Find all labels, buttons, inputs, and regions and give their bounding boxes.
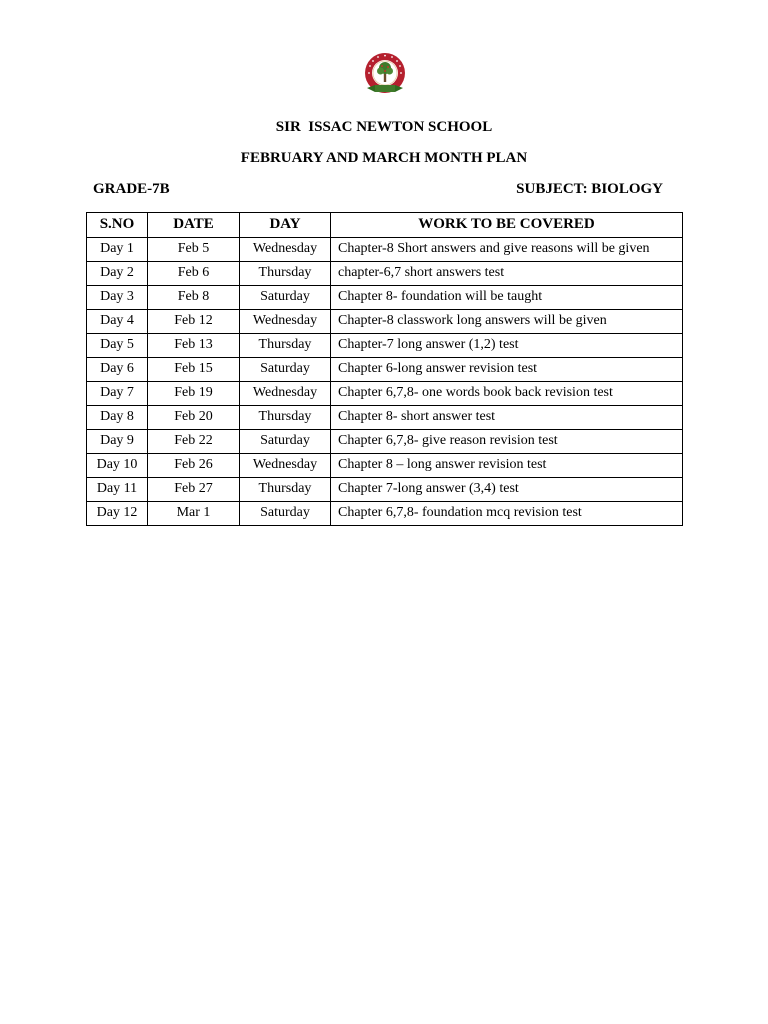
cell-sno: Day 3 [87,286,148,310]
column-header-date: DATE [148,213,240,238]
cell-day: Saturday [240,358,331,382]
table-row [87,502,683,526]
cell-work: Chapter-7 long answer (1,2) test [331,334,683,358]
cell-day: Thursday [240,406,331,430]
cell-work: Chapter 7-long answer (3,4) test [331,478,683,502]
cell-day: Wednesday [240,238,331,262]
cell-sno: Day 11 [87,478,148,502]
school-logo [361,52,409,98]
cell-date: Feb 6 [148,262,240,286]
column-header-sno: S.NO [87,213,148,238]
table-row [87,406,683,430]
cell-sno: Day 10 [87,454,148,478]
cell-day: Thursday [240,262,331,286]
cell-date: Feb 27 [148,478,240,502]
cell-date: Feb 20 [148,406,240,430]
cell-day: Wednesday [240,382,331,406]
cell-sno: Day 5 [87,334,148,358]
table-row [87,358,683,382]
plan-title: FEBRUARY AND MARCH MONTH PLAN [240,150,528,166]
table-row [87,238,683,262]
cell-date: Feb 15 [148,358,240,382]
cell-work: Chapter 6,7,8- one words book back revision test [331,382,683,406]
cell-work: Chapter 8 – long answer revision test [331,454,683,478]
cell-sno: Day 7 [87,382,148,406]
table-row [87,430,683,454]
cell-sno: Day 12 [87,502,148,526]
cell-day: Saturday [240,430,331,454]
school-name: SIR ISSAC NEWTON SCHOOL [275,119,493,135]
cell-sno: Day 6 [87,358,148,382]
cell-day: Wednesday [240,454,331,478]
cell-work: chapter-6,7 short answers test [331,262,683,286]
cell-date: Feb 8 [148,286,240,310]
cell-date: Feb 19 [148,382,240,406]
column-header-day: DAY [240,213,331,238]
cell-work: Chapter 6,7,8- foundation mcq revision test [331,502,683,526]
cell-sno: Day 8 [87,406,148,430]
cell-work: Chapter 6,7,8- give reason revision test [331,430,683,454]
cell-day: Wednesday [240,310,331,334]
cell-sno: Day 9 [87,430,148,454]
cell-day: Thursday [240,334,331,358]
subject-label: SUBJECT: BIOLOGY [516,181,663,197]
table-row [87,286,683,310]
cell-work: Chapter-8 classwork long answers will be given [331,310,683,334]
cell-work: Chapter-8 Short answers and give reasons will be given [331,238,683,262]
cell-date: Feb 12 [148,310,240,334]
table-row [87,454,683,478]
cell-date: Mar 1 [148,502,240,526]
cell-day: Thursday [240,478,331,502]
table-header-row [87,213,683,238]
table-row [87,334,683,358]
cell-sno: Day 1 [87,238,148,262]
cell-work: Chapter 8- short answer test [331,406,683,430]
cell-work: Chapter 6-long answer revision test [331,358,683,382]
cell-work: Chapter 8- foundation will be taught [331,286,683,310]
grade-label: GRADE-7B [93,181,170,197]
table-row [87,382,683,406]
cell-date: Feb 22 [148,430,240,454]
cell-date: Feb 13 [148,334,240,358]
month-plan-table [86,212,683,526]
column-header-work: WORK TO BE COVERED [331,213,683,238]
cell-date: Feb 26 [148,454,240,478]
table-row [87,262,683,286]
table-row [87,310,683,334]
cell-date: Feb 5 [148,238,240,262]
cell-sno: Day 4 [87,310,148,334]
cell-day: Saturday [240,502,331,526]
cell-day: Saturday [240,286,331,310]
table-row [87,478,683,502]
cell-sno: Day 2 [87,262,148,286]
